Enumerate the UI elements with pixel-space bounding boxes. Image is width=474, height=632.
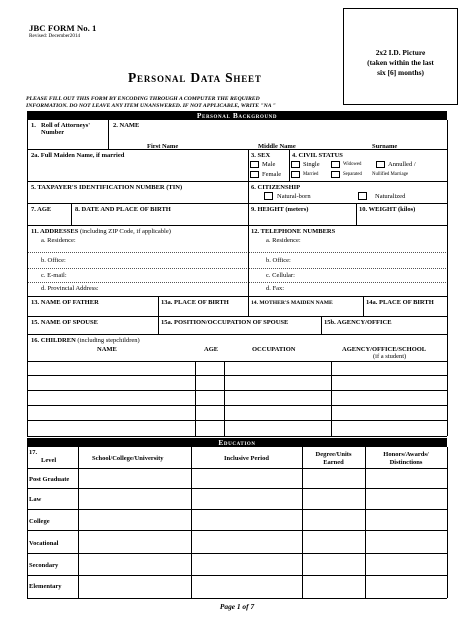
photo-instruction-line2: (taken within the last (367, 58, 434, 67)
q13-label: 13. NAME OF FATHER (31, 299, 99, 306)
naturalized-label: Naturalized (375, 193, 406, 200)
photo-instruction-line1: 2x2 I.D. Picture (375, 48, 426, 57)
edu-level-vocational: Vocational (29, 540, 59, 547)
edu-level-secondary: Secondary (29, 562, 59, 569)
page-number: Page 1 of 7 (219, 602, 255, 611)
civil-annulled-checkbox[interactable] (376, 161, 385, 168)
q11-subtitle: (including ZIP Code, if applicable) (79, 228, 171, 235)
civil-separated-checkbox[interactable] (331, 171, 340, 178)
q14-label: 14. MOTHER'S MAIDEN NAME (251, 300, 333, 306)
edu-col-honors-line2: Distinctions (389, 459, 423, 466)
citizenship-natural-born-checkbox[interactable] (264, 192, 273, 200)
q17-label: 17. (29, 449, 38, 456)
tel-cellular-label: c. Cellular: (266, 272, 295, 279)
annulled-label: Annulled / (388, 161, 416, 168)
civil-widowed-checkbox[interactable] (331, 161, 340, 168)
address-email-label: c. E-mail: (41, 272, 67, 279)
q16-title: 16. CHILDREN (31, 337, 76, 344)
edu-col-degree: Degree/Units (315, 451, 352, 458)
surname-label: Surname (372, 143, 398, 150)
nullified-label: Nullified Marriage (372, 172, 409, 177)
tel-office-label: b. Office: (266, 257, 291, 264)
edu-col-school: School/College/University (92, 455, 164, 462)
q1-number: 1. (31, 122, 36, 129)
sex-male-checkbox[interactable] (250, 161, 259, 168)
q16-label (31, 337, 140, 344)
q14a-label: 14a. PLACE OF BIRTH (366, 299, 434, 306)
sex-female-checkbox[interactable] (250, 171, 259, 178)
q13a-label: 13a. PLACE OF BIRTH (161, 299, 229, 306)
children-col-agency-sub: (if a student) (373, 353, 407, 360)
form-number: JBC FORM No. 1 (29, 23, 97, 33)
q12-label: 12. TELEPHONE NUMBERS (251, 228, 336, 235)
q9-label: 9. HEIGHT (meters) (251, 206, 309, 213)
natural-born-label: Natural-born (277, 193, 311, 200)
photo-instruction-line3: six [6] months) (377, 68, 424, 77)
q1-label: Roll of Attorneys' (41, 122, 91, 129)
edu-col-honors: Honors/Awards/ (383, 451, 429, 458)
edu-level-law: Law (29, 496, 42, 503)
q5-label: 5. TAXPAYER'S IDENTIFICATION NUMBER (TIN) (31, 184, 183, 191)
children-col-age: AGE (204, 346, 219, 353)
widowed-label: Widowed (343, 162, 362, 167)
q16-subtitle: (including stepchildren) (77, 337, 140, 344)
edu-col-degree-line2: Earned (323, 459, 344, 466)
male-label: Male (262, 161, 276, 168)
citizenship-naturalized-checkbox[interactable] (358, 192, 367, 200)
q11-label (31, 228, 171, 235)
separated-label: Separated (343, 172, 362, 177)
q15-label: 15. NAME OF SPOUSE (31, 319, 98, 326)
q2-label: 2. NAME (113, 122, 140, 129)
edu-level-college: College (29, 518, 50, 525)
edu-col-period: Inclusive Period (224, 455, 269, 462)
instructions-line2: INFORMATION. DO NOT LEAVE ANY ITEM UNANSWERED. IF NOT APPLICABLE, WRITE "NA " (26, 103, 276, 109)
civil-married-checkbox[interactable] (291, 171, 300, 178)
instructions-line1: PLEASE FILL OUT THIS FORM BY ENCODING THROUGH A COMPUTER THE REQUIRED (26, 96, 260, 102)
personal-background-header: Personal Background (27, 111, 447, 120)
q15b-label: 15b. AGENCY/OFFICE (324, 319, 392, 326)
single-label: Single (303, 161, 320, 168)
civil-single-checkbox[interactable] (291, 161, 300, 168)
tel-residence-label: a. Residence: (266, 237, 301, 244)
children-col-occupation: OCCUPATION (252, 346, 296, 353)
q15a-label: 15a. POSITION/OCCUPATION OF SPOUSE (161, 319, 289, 326)
middle-name-label: Middle Name (258, 143, 296, 150)
address-office-label: b. Office: (41, 257, 66, 264)
edu-col-level: Level (41, 457, 57, 464)
address-residence-label: a. Residence: (41, 237, 76, 244)
education-header: Education (27, 438, 447, 447)
children-col-name: NAME (97, 346, 117, 353)
children-col-agency: AGENCY/OFFICE/SCHOOL (342, 346, 427, 353)
q8-label: 8. DATE AND PLACE OF BIRTH (75, 206, 171, 213)
tel-fax-label: d. Fax: (266, 285, 285, 292)
q7-label: 7. AGE (31, 206, 52, 213)
married-label: Married (303, 172, 319, 177)
female-label: Female (262, 171, 282, 178)
edu-level-post-graduate: Post Graduate (29, 476, 70, 483)
q10-label: 10. WEIGHT (kilos) (359, 206, 416, 213)
form-revision: Revised: December2014 (29, 33, 81, 39)
first-name-label: First Name (147, 143, 179, 150)
address-provincial-label: d. Provincial Address: (41, 285, 99, 292)
q4-label: 4. CIVIL STATUS (292, 152, 343, 159)
form-title: Personal Data Sheet (128, 70, 262, 85)
q2a-label: 2a. Full Maiden Name, if married (31, 152, 125, 159)
q11-title: 11. ADDRESSES (31, 228, 79, 235)
q1-label-line2: Number (41, 129, 65, 136)
q3-label: 3. SEX (251, 152, 271, 159)
edu-level-elementary: Elementary (29, 583, 62, 590)
q6-label: 6. CITIZENSHIP (251, 184, 301, 191)
